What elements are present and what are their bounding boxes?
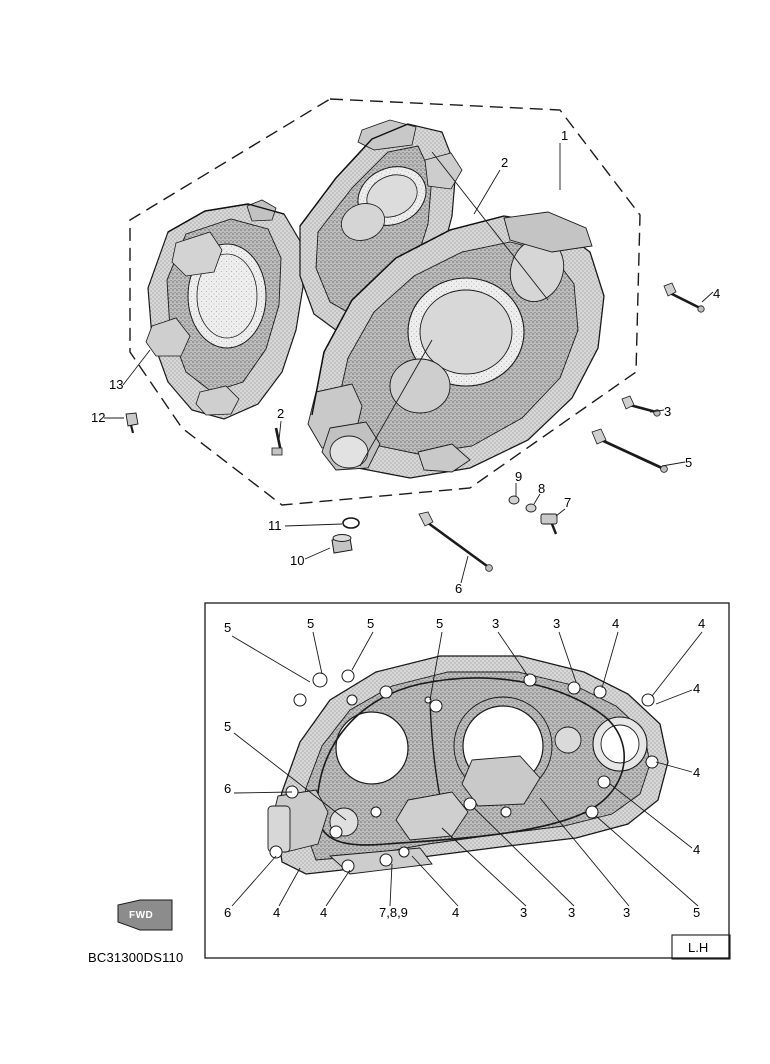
callout-number-11: 11 xyxy=(268,518,282,533)
callout-number-5: 5 xyxy=(685,455,693,470)
callout-number-4: 4 xyxy=(693,681,701,696)
oring-11 xyxy=(343,518,359,528)
callout-number-1: 1 xyxy=(561,128,569,143)
callout-number-4: 4 xyxy=(713,286,721,301)
callout-number-3: 3 xyxy=(623,905,631,920)
callout-number-3: 3 xyxy=(664,404,672,419)
callout-number-5: 5 xyxy=(224,719,232,734)
callout-number-3: 3 xyxy=(520,905,528,920)
callout-number-5: 5 xyxy=(436,616,444,631)
callout-number-4: 4 xyxy=(612,616,620,631)
callout-number-4: 4 xyxy=(693,765,701,780)
callout-number-6: 6 xyxy=(455,581,463,596)
callout-number-3: 3 xyxy=(553,616,561,631)
callout-number-10: 10 xyxy=(290,553,305,568)
callout-number-12: 12 xyxy=(91,410,106,425)
fastener-bolt-4 xyxy=(664,283,704,312)
callout-number-3: 3 xyxy=(568,905,576,920)
callout-number-6: 6 xyxy=(224,905,232,920)
callout-number-4: 4 xyxy=(452,905,460,920)
callout-number-4: 4 xyxy=(273,905,281,920)
fastener-dowel-8 xyxy=(526,504,536,512)
part-code-label: BC31300DS110 xyxy=(88,950,184,965)
callout-number-5: 5 xyxy=(224,620,232,635)
fastener-bolt-2-left xyxy=(272,428,282,455)
callout-number-5: 5 xyxy=(307,616,315,631)
callout-number-13: 13 xyxy=(109,377,124,392)
callout-number-2: 2 xyxy=(501,155,509,170)
callout-number-5: 5 xyxy=(693,905,701,920)
fastener-dowel-9 xyxy=(509,496,519,504)
fastener-plug-10 xyxy=(332,535,352,554)
callout-number-4: 4 xyxy=(320,905,328,920)
callout-number-4: 4 xyxy=(698,616,706,631)
callout-number-4: 4 xyxy=(693,842,701,857)
callout-number-9: 9 xyxy=(515,469,523,484)
fastener-screw-12 xyxy=(126,413,138,433)
crankcase-left-half xyxy=(146,200,303,419)
side-label: L.H xyxy=(688,940,709,955)
fastener-bolt-7 xyxy=(541,514,557,534)
callout-number-2: 2 xyxy=(277,406,285,421)
callout-number-6: 6 xyxy=(224,781,232,796)
fastener-bolt-5 xyxy=(592,429,667,472)
callout-number-5: 5 xyxy=(367,616,375,631)
fastener-bolt-6 xyxy=(419,512,492,571)
fastener-bolt-3 xyxy=(622,396,660,416)
callout-number-8: 8 xyxy=(538,481,546,496)
callout-number-3: 3 xyxy=(492,616,500,631)
callout-number-7-8-9: 7,8,9 xyxy=(379,905,408,920)
fwd-arrow-label: FWD xyxy=(129,910,154,921)
callout-number-7: 7 xyxy=(564,495,572,510)
crankcase-mating-face xyxy=(268,656,668,874)
